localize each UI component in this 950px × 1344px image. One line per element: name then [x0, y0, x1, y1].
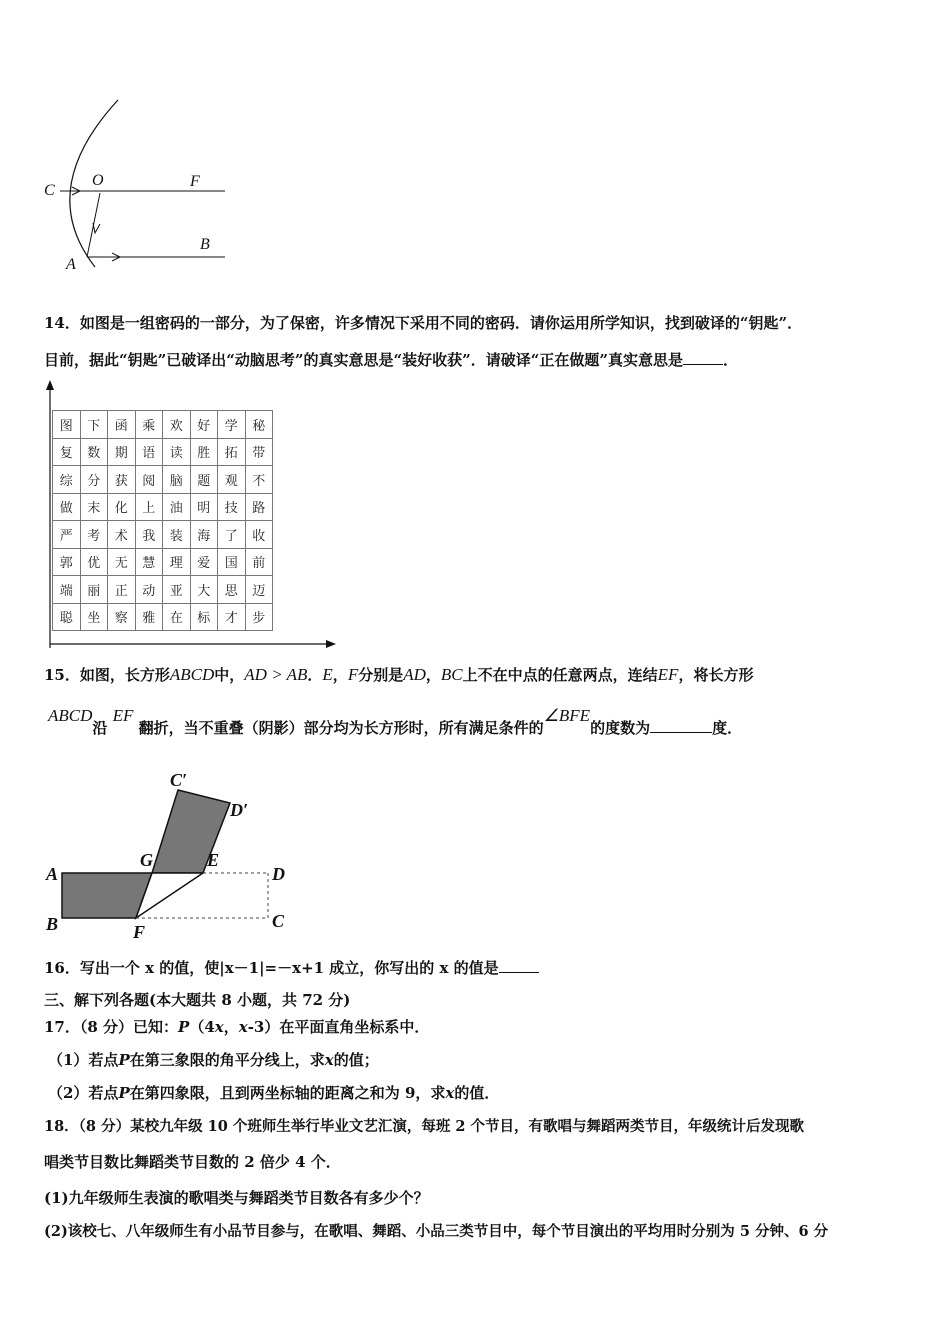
grid-cell: 复 — [53, 438, 81, 466]
grid-cell: 雅 — [135, 603, 163, 631]
grid-cell: 才 — [218, 603, 246, 631]
q17-l3-c: 的值． — [454, 1084, 500, 1102]
grid-cell: 端 — [53, 576, 81, 604]
q17-l1-x: x — [214, 1018, 224, 1036]
q17-l1-b: （4 — [189, 1018, 215, 1036]
grid-cell: 正 — [108, 576, 136, 604]
grid-row — [53, 576, 273, 604]
grid-cell: 亚 — [163, 576, 191, 604]
grid-cell: 坐 — [80, 603, 108, 631]
label-f: F — [190, 173, 200, 190]
q15-math-e: E — [322, 665, 333, 684]
q15-l2-text-4: 度． — [712, 719, 743, 737]
q17-l1-a: 17．（8 分）已知： — [44, 1018, 179, 1036]
grid-cell: 我 — [135, 521, 163, 549]
grid-cell: 观 — [218, 466, 246, 494]
q14-line2-text: 目前，据此“钥匙”已破译出“动脑思考”的真实意思是“装好收获”．请破译“正在做题”真实意思是 — [44, 351, 684, 369]
grid-cell: 脑 — [163, 466, 191, 494]
q17-l3-a: （2）若点 — [48, 1084, 119, 1102]
label-f2: F — [133, 922, 146, 942]
parabola-figure — [40, 95, 240, 275]
grid-cell: 分 — [80, 466, 108, 494]
grid-cell: 严 — [53, 521, 81, 549]
q18-line1: 18．（8 分）某校九年级 10 个班师生举行毕业文艺汇演，每班 2 个节目，有歌唱与舞蹈两类节目，年级统计后发现歌 — [44, 1118, 805, 1135]
grid-cell: 考 — [80, 521, 108, 549]
q15-math-f: F — [347, 665, 359, 684]
cipher-grid — [52, 410, 273, 631]
grid-cell: 学 — [218, 411, 246, 439]
q18-line3: (1)九年级师生表演的歌唱类与舞蹈类节目数各有多少个？ — [44, 1189, 429, 1207]
grid-cell: 在 — [163, 603, 191, 631]
grid-cell: 步 — [245, 603, 273, 631]
q17-line2 — [48, 1050, 379, 1070]
grid-cell: 下 — [80, 411, 108, 439]
label-o: O — [92, 172, 104, 189]
grid-row — [53, 438, 273, 466]
q16-line — [44, 958, 539, 978]
grid-cell: 明 — [190, 493, 218, 521]
q15-text-8: ，将长方形 — [678, 666, 754, 684]
grid-cell: 技 — [218, 493, 246, 521]
grid-row — [53, 548, 273, 576]
grid-cell: 乘 — [135, 411, 163, 439]
grid-cell: 动 — [135, 576, 163, 604]
q18-line4: (2)该校七、八年级师生有小品节目参与，在歌唱、舞蹈、小品三类节目中，每个节目演出的平均用时分别为 5 分钟、6 分 — [44, 1223, 829, 1240]
grid-cell: 读 — [163, 438, 191, 466]
label-c2: C — [272, 911, 285, 931]
grid-cell: 无 — [108, 548, 136, 576]
q17-l1-p: P — [178, 1018, 190, 1036]
grid-cell: 获 — [108, 466, 136, 494]
q17-l1-x2: x — [238, 1018, 248, 1036]
q17-l3-x: x — [445, 1084, 455, 1102]
grid-cell: 术 — [108, 521, 136, 549]
q18-line2: 唱类节目数比舞蹈类节目数的 2 倍少 4 个． — [44, 1153, 341, 1171]
q17-l2-a: （1）若点 — [48, 1051, 119, 1069]
grid-cell: 综 — [53, 466, 81, 494]
fold-figure — [40, 765, 300, 950]
label-d: D — [272, 864, 285, 884]
grid-cell: 欢 — [163, 411, 191, 439]
q15-math-abcd: ABCD — [169, 665, 215, 684]
q15-text-5: 分别是 — [358, 666, 404, 684]
grid-cell: 聪 — [53, 603, 81, 631]
q17-l2-p: P — [118, 1051, 130, 1069]
q14-line2 — [44, 350, 738, 370]
q16-text: 16．写出一个 x 的值，使|x－1|=－x+1 成立，你写出的 x 的值是 — [44, 959, 499, 977]
grid-cell: 函 — [108, 411, 136, 439]
grid-cell: 数 — [80, 438, 108, 466]
grid-cell: 好 — [190, 411, 218, 439]
label-b2: B — [46, 914, 59, 934]
q15-text-6: ， — [425, 666, 441, 684]
grid-row — [53, 603, 273, 631]
grid-cell: 装 — [163, 521, 191, 549]
grid-row — [53, 411, 273, 439]
q17-l1-c: ， — [223, 1018, 239, 1036]
q15-text-3: ． — [307, 666, 323, 684]
grid-cell: 慧 — [135, 548, 163, 576]
label-b: B — [200, 236, 210, 253]
q15-l2-abcd: ABCD — [48, 706, 93, 725]
q17-l2-b: 在第三象限的角平分线上，求 — [129, 1051, 325, 1069]
grid-cell: 爱 — [190, 548, 218, 576]
grid-cell: 收 — [245, 521, 273, 549]
grid-cell: 海 — [190, 521, 218, 549]
grid-cell: 前 — [245, 548, 273, 576]
label-d-prime: D′ — [230, 800, 249, 820]
q15-l2-ef: EF — [112, 706, 134, 725]
q15-l2-text-1: 沿 — [92, 719, 108, 737]
grid-cell: 了 — [218, 521, 246, 549]
q17-line3 — [48, 1083, 499, 1103]
q15-l2-angle: ∠BFE — [543, 706, 591, 725]
grid-cell: 大 — [190, 576, 218, 604]
grid-cell: 油 — [163, 493, 191, 521]
label-g: G — [140, 850, 153, 870]
grid-row — [53, 521, 273, 549]
grid-cell: 图 — [53, 411, 81, 439]
q16-answer-blank — [499, 958, 539, 973]
q15-l2-text-3: 的度数为 — [590, 719, 651, 737]
q15-text-1: 15．如图，长方形 — [44, 666, 170, 684]
q17-l2-c: 的值； — [333, 1051, 379, 1069]
grid-cell: 期 — [108, 438, 136, 466]
q15-text-2: 中， — [214, 666, 245, 684]
grid-cell: 思 — [218, 576, 246, 604]
grid-cell: 阅 — [135, 466, 163, 494]
q15-math-ad-ab: AD > AB — [244, 665, 308, 684]
q17-l1-d: -3）在平面直角坐标系中． — [247, 1018, 430, 1036]
grid-cell: 不 — [245, 466, 273, 494]
grid-cell: 语 — [135, 438, 163, 466]
q15-math-bc: BC — [440, 665, 463, 684]
grid-cell: 做 — [53, 493, 81, 521]
grid-cell: 上 — [135, 493, 163, 521]
q17-l2-x: x — [324, 1051, 334, 1069]
grid-cell: 末 — [80, 493, 108, 521]
grid-row — [53, 466, 273, 494]
q15-l2-text-2: 翻折，当不重叠（阴影）部分均为长方形时，所有满足条件的 — [138, 719, 544, 737]
grid-cell: 标 — [190, 603, 218, 631]
grid-row — [53, 493, 273, 521]
q15-line2 — [48, 706, 743, 752]
label-c: C — [44, 182, 55, 199]
grid-cell: 胜 — [190, 438, 218, 466]
grid-cell: 丽 — [80, 576, 108, 604]
y-axis-arrow — [46, 380, 54, 390]
grid-cell: 题 — [190, 466, 218, 494]
q14-line1: 14．如图是一组密码的一部分，为了保密，许多情况下采用不同的密码．请你运用所学知识，找到破译的“钥匙”． — [44, 314, 803, 332]
grid-cell: 郭 — [53, 548, 81, 576]
q17-l3-b: 在第四象限，且到两坐标轴的距离之和为 9，求 — [129, 1084, 446, 1102]
q15-math-ad: AD — [403, 665, 426, 684]
grid-cell: 拓 — [218, 438, 246, 466]
section3-heading: 三、解下列各题(本大题共 8 小题，共 72 分) — [44, 991, 351, 1009]
q14-line2-end: ． — [723, 351, 739, 369]
grid-cell: 优 — [80, 548, 108, 576]
grid-cell: 秘 — [245, 411, 273, 439]
grid-cell: 带 — [245, 438, 273, 466]
grid-cell: 理 — [163, 548, 191, 576]
label-c-prime: C′ — [170, 770, 188, 790]
q17-line1 — [44, 1017, 429, 1037]
grid-cell: 察 — [108, 603, 136, 631]
grid-cell: 国 — [218, 548, 246, 576]
q15-text-7: 上不在中点的任意两点，连结 — [462, 666, 658, 684]
label-a2: A — [46, 864, 59, 884]
q15-math-ef: EF — [657, 665, 679, 684]
q14-answer-blank — [683, 350, 723, 365]
q17-l3-p: P — [118, 1084, 130, 1102]
q15-answer-blank — [650, 718, 712, 733]
grid-cell: 化 — [108, 493, 136, 521]
grid-cell: 迈 — [245, 576, 273, 604]
q15-line1 — [44, 665, 753, 685]
label-a: A — [66, 256, 76, 273]
grid-cell: 路 — [245, 493, 273, 521]
q15-text-4: ， — [332, 666, 348, 684]
x-axis-arrow — [326, 640, 336, 648]
label-e: E — [207, 850, 220, 870]
